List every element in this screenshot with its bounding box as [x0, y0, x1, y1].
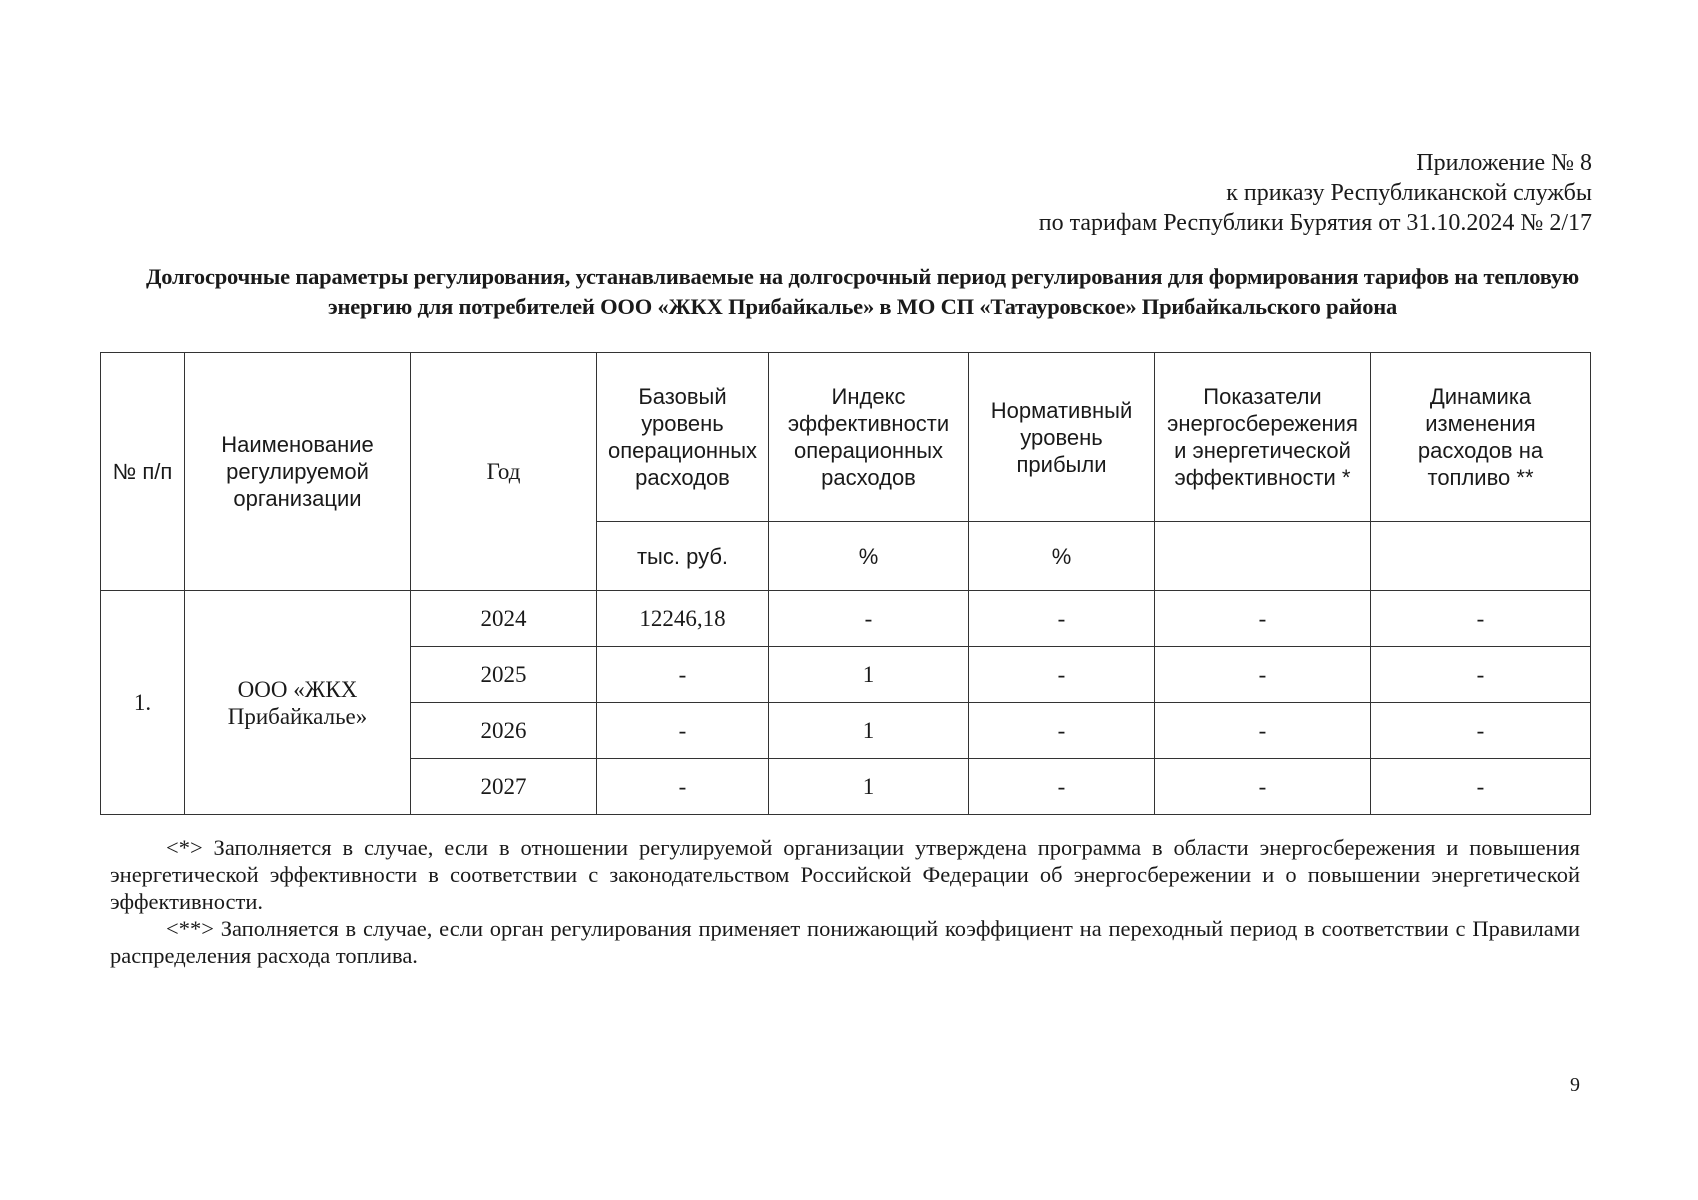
header-fuel: Динамика изменения расходов на топливо ** — [1371, 353, 1591, 522]
unit-fuel — [1371, 522, 1591, 591]
cell-index: 1 — [769, 703, 969, 759]
header-base: Базовый уровень операционных расходов — [597, 353, 769, 522]
table-header-row — [101, 353, 1591, 522]
cell-index: 1 — [769, 759, 969, 815]
cell-year: 2025 — [411, 647, 597, 703]
unit-index: % — [769, 522, 969, 591]
header-org: Наименование регулируемой организации — [185, 353, 411, 591]
cell-index: - — [769, 591, 969, 647]
header-num: № п/п — [101, 353, 185, 591]
table-row — [101, 591, 1591, 647]
cell-base: 12246,18 — [597, 591, 769, 647]
cell-year: 2024 — [411, 591, 597, 647]
cell-profit: - — [969, 591, 1155, 647]
unit-base: тыс. руб. — [597, 522, 769, 591]
appendix-line-1: Приложение № 8 — [1416, 150, 1592, 176]
cell-fuel: - — [1371, 647, 1591, 703]
cell-energy: - — [1155, 759, 1371, 815]
cell-fuel: - — [1371, 759, 1591, 815]
org-name: ООО «ЖКХ Прибайкалье» — [185, 591, 411, 815]
cell-profit: - — [969, 647, 1155, 703]
row-number: 1. — [101, 591, 185, 815]
footnote-1: <*> Заполняется в случае, если в отношении регулируемой организации утверждена программа в области энергосбережения и повышения энергетической эффективности в соответствии с законодательством Российской Федерации об энергосбережении и о повышении энергетической эффективности. — [110, 835, 1580, 914]
cell-profit: - — [969, 703, 1155, 759]
header-energy: Показатели энергосбережения и энергетической эффективности * — [1155, 353, 1371, 522]
footnote-2: <**> Заполняется в случае, если орган регулирования применяет понижающий коэффициент на переходный период в соответствии с Правилами распределения расхода топлива. — [110, 916, 1580, 968]
cell-base: - — [597, 703, 769, 759]
appendix-line-2: к приказу Республиканской службы — [1226, 180, 1592, 206]
parameters-table — [100, 352, 1591, 815]
document-title: Долгосрочные параметры регулирования, устанавливаемые на долгосрочный период регулирования для формирования тарифов на тепловую энергию для потребителей ООО «ЖКХ Прибайкалье» в МО СП «Татауровское» Прибайкальского района — [145, 264, 1580, 319]
cell-base: - — [597, 759, 769, 815]
cell-fuel: - — [1371, 703, 1591, 759]
cell-profit: - — [969, 759, 1155, 815]
cell-energy: - — [1155, 591, 1371, 647]
unit-energy — [1155, 522, 1371, 591]
footnotes — [110, 834, 1580, 969]
page-number: 9 — [1570, 1074, 1580, 1096]
cell-year: 2027 — [411, 759, 597, 815]
cell-year: 2026 — [411, 703, 597, 759]
cell-fuel: - — [1371, 591, 1591, 647]
cell-energy: - — [1155, 647, 1371, 703]
cell-index: 1 — [769, 647, 969, 703]
unit-profit: % — [969, 522, 1155, 591]
header-profit: Нормативный уровень прибыли — [969, 353, 1155, 522]
cell-energy: - — [1155, 703, 1371, 759]
appendix-line-3: по тарифам Республики Бурятия от 31.10.2024 № 2/17 — [1038, 210, 1592, 236]
cell-base: - — [597, 647, 769, 703]
appendix-header — [1039, 148, 1592, 238]
header-index: Индекс эффективности операционных расходов — [769, 353, 969, 522]
header-year: Год — [411, 353, 597, 591]
